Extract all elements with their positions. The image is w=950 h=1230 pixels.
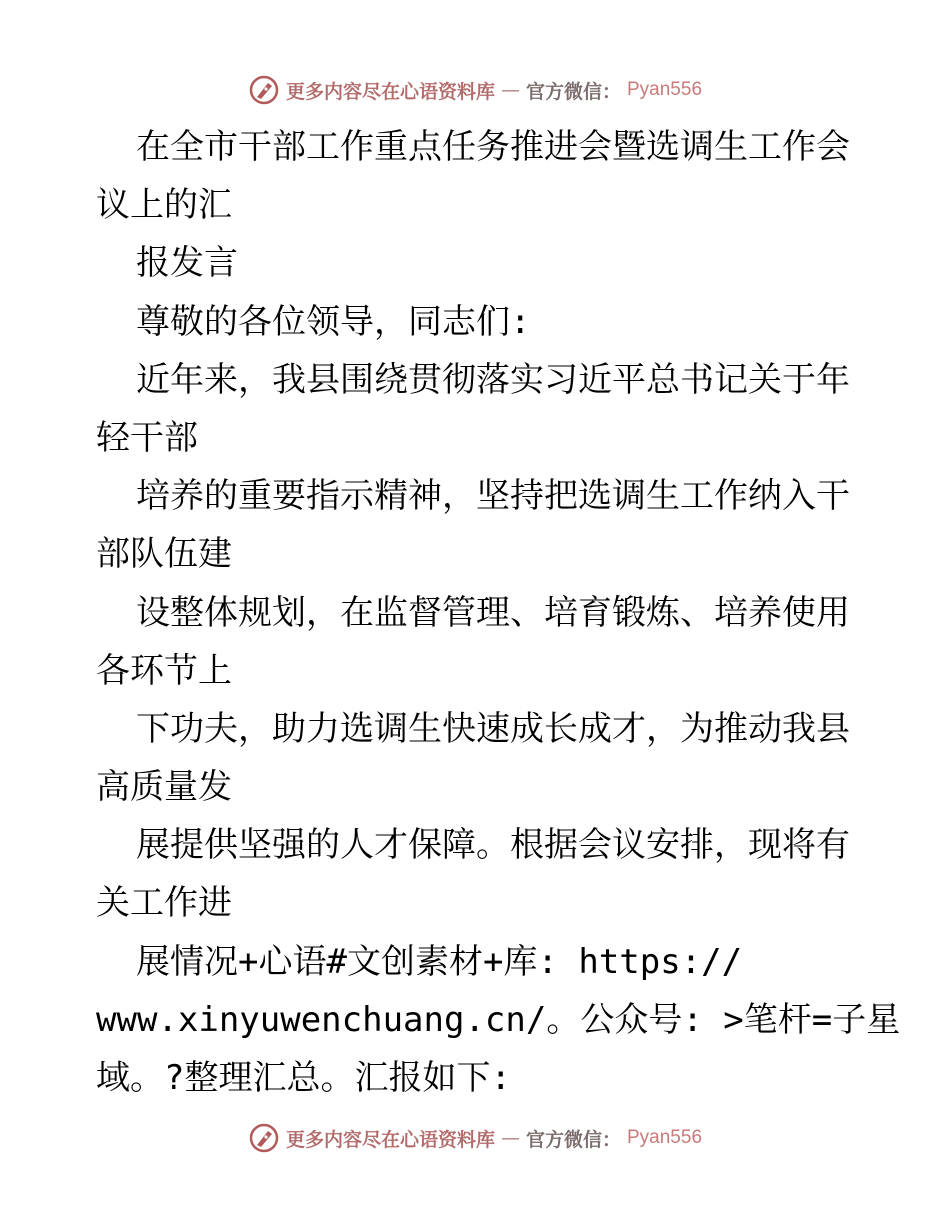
paragraph-line: www.xinyuwenchuang.cn/。公众号: >笔杆=子星	[96, 999, 901, 1040]
title-line-2: 议上的汇	[96, 185, 232, 226]
paragraph-line: 近年来，我县围绕贯彻落实习近平总书记关于年	[136, 359, 850, 400]
pen-nib-circle-icon	[248, 1122, 280, 1154]
header-watermark-banner	[0, 70, 950, 110]
paragraph-line: 轻干部	[96, 417, 198, 458]
banner-brand-text: 更多内容尽在心语资料库	[285, 1128, 495, 1151]
paragraph-line: 展情况+心语#文创素材+库: https://	[136, 941, 743, 982]
document-body	[96, 118, 901, 1107]
salutation-line: 尊敬的各位领导，同志们:	[136, 301, 531, 342]
paragraph-line: 设整体规划，在监督管理、培育锻炼、培养使用	[136, 592, 850, 633]
paragraph-line: 展提供坚强的人才保障。根据会议安排，现将有	[136, 825, 850, 866]
paragraph-line: 培养的重要指示精神，坚持把选调生工作纳入干	[136, 476, 850, 517]
banner-wechat-id: Pyan556	[627, 79, 703, 100]
banner-separator: —	[500, 79, 520, 101]
banner-separator: —	[500, 1127, 520, 1149]
footer-watermark-banner	[0, 1118, 950, 1158]
paragraph-line: 下功夫，助力选调生快速成长成才，为推动我县	[136, 708, 850, 749]
banner-wechat-label: 官方微信：	[525, 80, 621, 103]
paragraph-line: 高质量发	[96, 767, 232, 808]
banner-wechat-id: Pyan556	[627, 1127, 703, 1148]
banner-brand-text: 更多内容尽在心语资料库	[285, 80, 495, 103]
paragraph-line: 域。?整理汇总。汇报如下:	[96, 1058, 511, 1098]
banner-wechat-label: 官方微信：	[525, 1128, 621, 1151]
title-line-1: 在全市干部工作重点任务推进会暨选调生工作会	[136, 127, 850, 167]
paragraph-line: 部队伍建	[96, 534, 232, 575]
paragraph-line: 关工作进	[96, 883, 232, 924]
title-line-3: 报发言	[136, 243, 238, 284]
pen-nib-circle-icon	[248, 74, 280, 106]
paragraph-line: 各环节上	[96, 650, 232, 691]
